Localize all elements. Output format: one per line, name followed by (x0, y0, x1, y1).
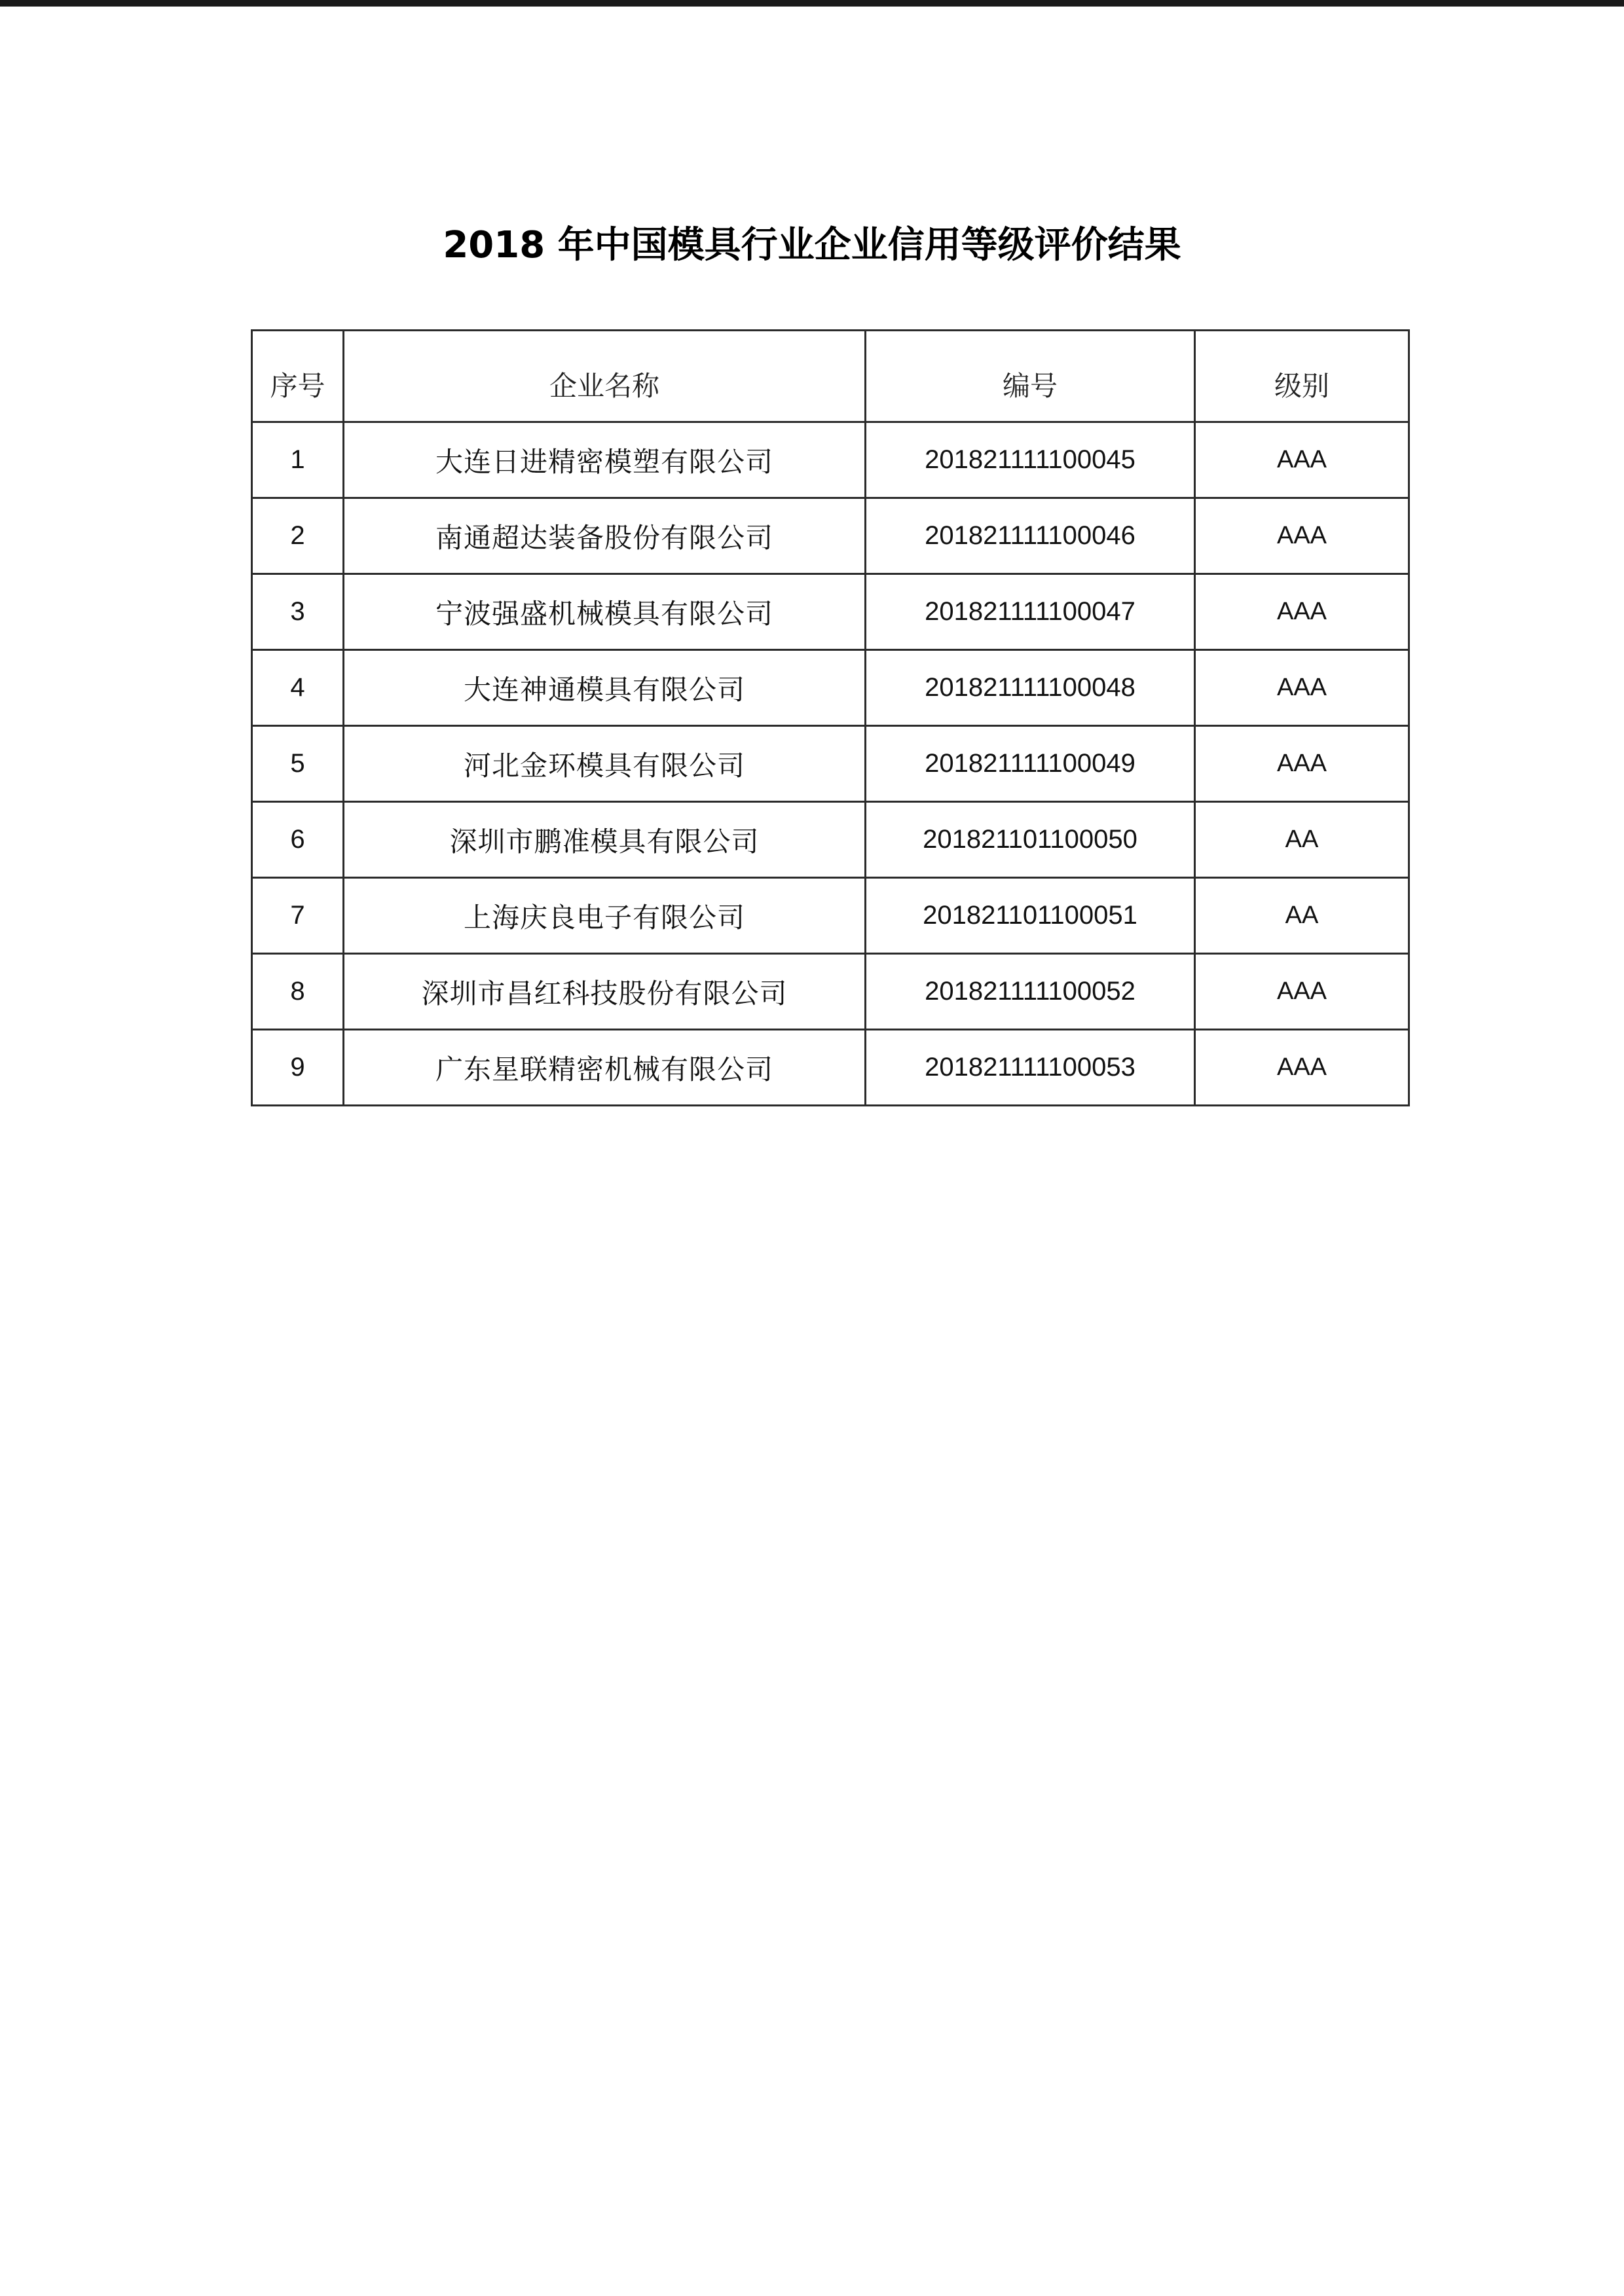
row-seq: 7 (252, 878, 344, 954)
header-seq: 序号 (252, 331, 344, 422)
row-company-name: 大连神通模具有限公司 (344, 650, 866, 726)
row-level: AA (1195, 878, 1409, 954)
table-row (252, 802, 1409, 878)
row-level: AAA (1195, 1030, 1409, 1106)
row-seq: 8 (252, 954, 344, 1030)
credit-rating-table (251, 329, 1410, 1106)
row-company-name: 深圳市昌红科技股份有限公司 (344, 954, 866, 1030)
row-level: AAA (1195, 954, 1409, 1030)
table-row (252, 498, 1409, 574)
row-seq: 6 (252, 802, 344, 878)
row-company-name: 大连日进精密模塑有限公司 (344, 422, 866, 498)
row-seq: 9 (252, 1030, 344, 1106)
table-row (252, 954, 1409, 1030)
row-company-name: 广东星联精密机械有限公司 (344, 1030, 866, 1106)
table-row (252, 726, 1409, 802)
table-row (252, 574, 1409, 650)
row-level: AA (1195, 802, 1409, 878)
row-level: AAA (1195, 422, 1409, 498)
row-company-name: 南通超达装备股份有限公司 (344, 498, 866, 574)
document-title: 2018 年中国模具行业企业信用等级评价结果 (443, 224, 1181, 266)
row-code: 201821101100051 (866, 878, 1195, 954)
row-seq: 3 (252, 574, 344, 650)
row-seq: 5 (252, 726, 344, 802)
row-code: 201821111100046 (866, 498, 1195, 574)
header-level: 级别 (1195, 331, 1409, 422)
scan-top-edge (0, 0, 1624, 7)
row-code: 201821111100047 (866, 574, 1195, 650)
row-seq: 1 (252, 422, 344, 498)
row-code: 201821111100048 (866, 650, 1195, 726)
row-company-name: 深圳市鹏准模具有限公司 (344, 802, 866, 878)
row-company-name: 宁波强盛机械模具有限公司 (344, 574, 866, 650)
table-header-row (252, 331, 1409, 422)
row-company-name: 河北金环模具有限公司 (344, 726, 866, 802)
row-seq: 2 (252, 498, 344, 574)
table-row (252, 1030, 1409, 1106)
table-row (252, 650, 1409, 726)
header-code: 编号 (866, 331, 1195, 422)
row-company-name: 上海庆良电子有限公司 (344, 878, 866, 954)
row-code: 201821111100045 (866, 422, 1195, 498)
row-code: 201821111100049 (866, 726, 1195, 802)
row-level: AAA (1195, 726, 1409, 802)
row-level: AAA (1195, 574, 1409, 650)
row-level: AAA (1195, 498, 1409, 574)
table-row (252, 878, 1409, 954)
row-code: 201821111100052 (866, 954, 1195, 1030)
row-code: 201821101100050 (866, 802, 1195, 878)
row-seq: 4 (252, 650, 344, 726)
row-level: AAA (1195, 650, 1409, 726)
table-row (252, 422, 1409, 498)
header-company-name: 企业名称 (344, 331, 866, 422)
row-code: 201821111100053 (866, 1030, 1195, 1106)
